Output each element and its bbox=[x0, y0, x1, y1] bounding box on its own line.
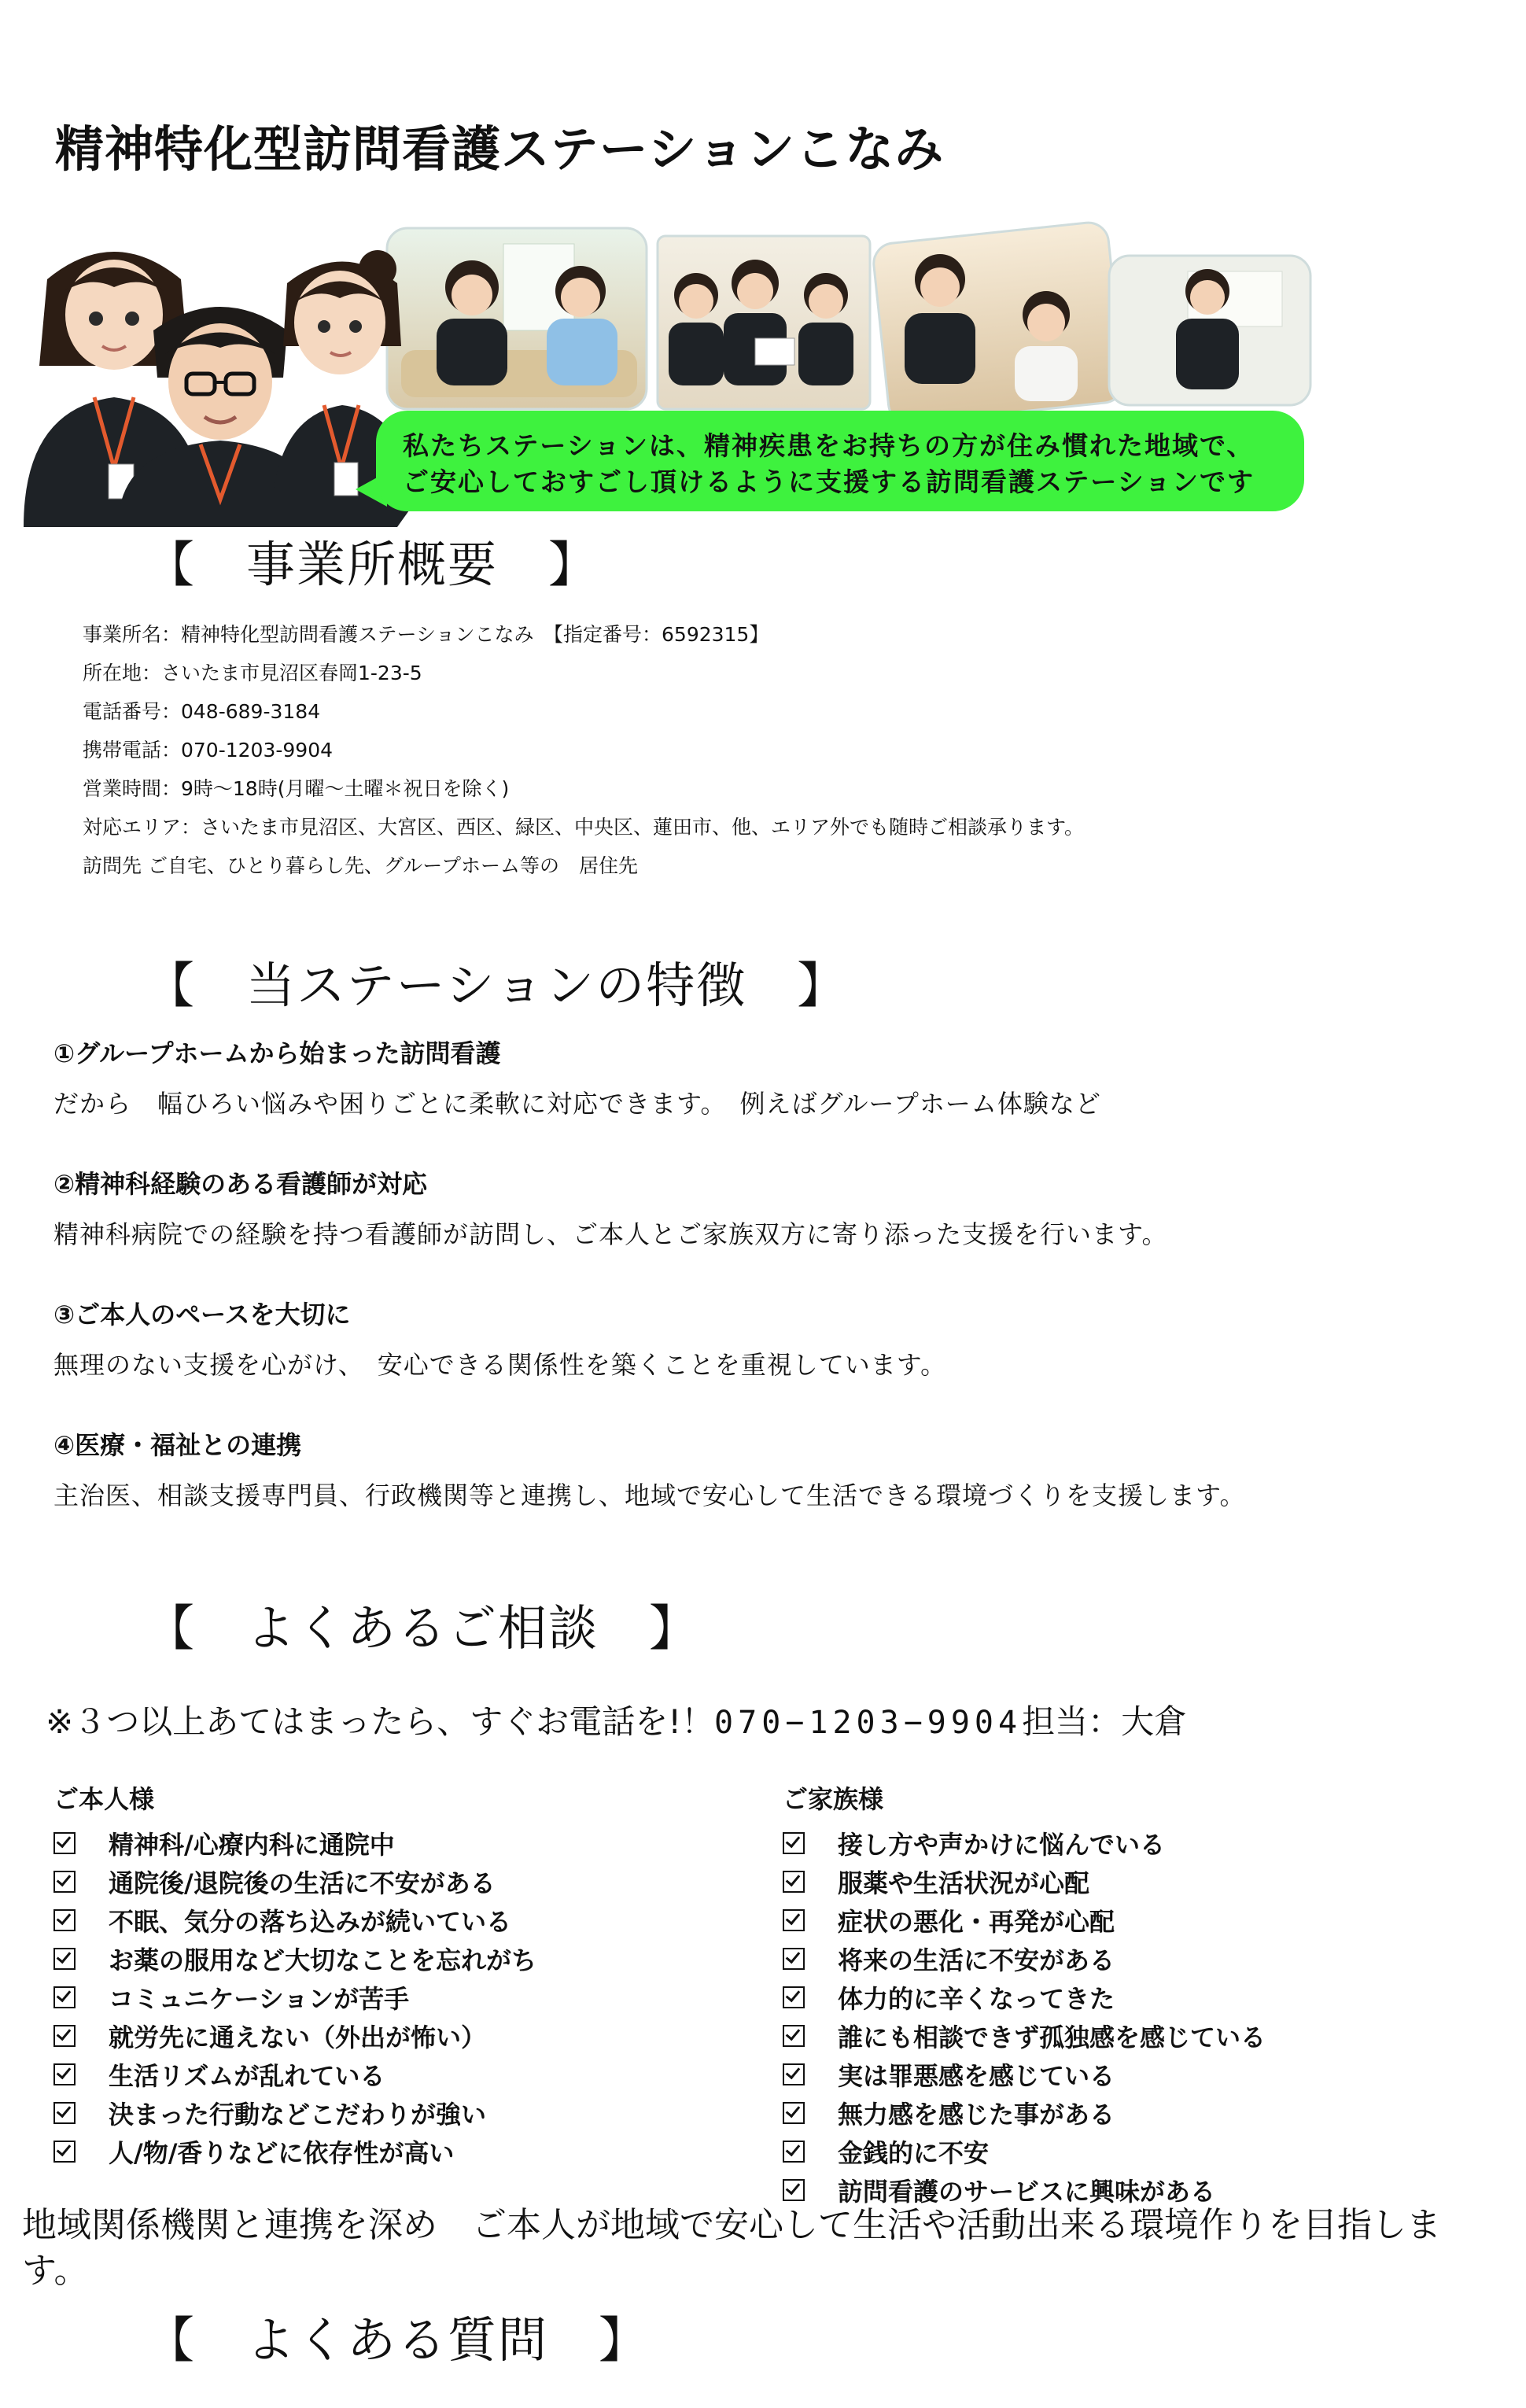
checkbox-icon bbox=[783, 2025, 805, 2047]
checkbox-icon bbox=[783, 1986, 805, 2008]
page-title: 精神特化型訪問看護ステーションこなみ bbox=[55, 120, 945, 178]
checklist-heading: ご家族様 bbox=[783, 1784, 884, 1814]
checkbox-icon bbox=[783, 1948, 805, 1970]
list-item: 不眠、気分の落ち込みが続いている bbox=[53, 1901, 536, 1939]
speech-bubble bbox=[376, 411, 1304, 511]
bubble-line-1: 私たちステーションは、精神疾患をお持ちの方が住み慣れた地域で、 bbox=[403, 430, 1255, 461]
notice-text: ※３つ以上あてはまったら、すぐお電話を!！ bbox=[46, 1702, 715, 1741]
checkbox-icon bbox=[783, 1871, 805, 1893]
checkbox-icon bbox=[53, 1832, 76, 1854]
bubble-line-2: ご安心しておすごし頂けるように支援する訪問看護ステーションです bbox=[403, 466, 1255, 497]
list-item: コミュニケーションが苦手 bbox=[53, 1978, 536, 2016]
feature-body: 無理のない支援を心がけ、 安心できる関係性を築くことを重視しています。 bbox=[53, 1350, 947, 1380]
feature-heading: ③ご本人のペースを大切に bbox=[53, 1300, 351, 1329]
checkbox-icon bbox=[783, 2063, 805, 2085]
list-item: 訪問看護のサービスに興味がある bbox=[783, 2170, 1266, 2209]
closing-statement: 地域関係機関と連携を深め ご本人が地域で安心して生活や活動出来る環境作りを目指します。 bbox=[22, 2205, 1441, 2291]
checkbox-icon bbox=[783, 2141, 805, 2163]
checkbox-icon bbox=[783, 2179, 805, 2201]
overview-visit-places: 訪問先 ご自宅、ひとり暮らし先、グループホーム等の 居住先 bbox=[83, 854, 638, 877]
feature-item bbox=[53, 1164, 1167, 1251]
list-item: 生活リズムが乱れている bbox=[53, 2055, 536, 2093]
checkbox-icon bbox=[53, 1948, 76, 1970]
checkbox-icon bbox=[53, 1986, 76, 2008]
feature-body: だから 幅ひろい悩みや困りごとに柔軟に対応できます。 例えばグループホーム体験など bbox=[53, 1089, 1101, 1119]
checkbox-icon bbox=[783, 1909, 805, 1931]
list-item: 決まった行動などこだわりが強い bbox=[53, 2093, 536, 2132]
feature-item bbox=[53, 1034, 1101, 1120]
overview-hours: 営業時間：9時～18時(月曜～土曜＊祝日を除く) bbox=[83, 777, 510, 800]
section-heading-features: 【 当ステーションの特徴 】 bbox=[146, 957, 848, 1014]
overview-mobile: 携帯電話：070-1203-9904 bbox=[83, 739, 334, 761]
call-notice bbox=[46, 1696, 1187, 1743]
checkbox-icon bbox=[53, 2102, 76, 2124]
checkbox-icon bbox=[783, 2102, 805, 2124]
checkbox-icon bbox=[783, 1832, 805, 1854]
list-item: 金銭的に不安 bbox=[783, 2132, 1266, 2170]
section-heading-faq: 【 よくある質問 】 bbox=[146, 2311, 650, 2369]
feature-body: 精神科病院での経験を持つ看護師が訪問し、ご本人とご家族双方に寄り添った支援を行います。 bbox=[53, 1219, 1168, 1249]
checkbox-icon bbox=[53, 2025, 76, 2047]
list-item: 症状の悪化・再発が心配 bbox=[783, 1901, 1266, 1939]
list-item: 体力的に辛くなってきた bbox=[783, 1978, 1266, 2016]
list-item: お薬の服用など大切なことを忘れがち bbox=[53, 1939, 536, 1978]
feature-heading: ①グループホームから始まった訪問看護 bbox=[53, 1038, 501, 1068]
checkbox-icon bbox=[53, 2141, 76, 2163]
list-item: 無力感を感じた事がある bbox=[783, 2093, 1266, 2132]
checklist-self bbox=[53, 1779, 536, 2170]
list-item: 就労先に通えない（外出が怖い） bbox=[53, 2016, 536, 2055]
feature-heading: ②精神科経験のある看護師が対応 bbox=[53, 1169, 428, 1199]
checkbox-icon bbox=[53, 2063, 76, 2085]
notice-contact: 担当：大倉 bbox=[1022, 1702, 1188, 1741]
list-item: 服薬や生活状況が心配 bbox=[783, 1862, 1266, 1901]
notice-phone[interactable]: 070−1203−9904 bbox=[714, 1705, 1023, 1741]
list-item: 精神科/心療内科に通院中 bbox=[53, 1824, 536, 1862]
checklist-heading: ご本人様 bbox=[53, 1784, 155, 1814]
feature-body: 主治医、相談支援専門員、行政機関等と連携し、地域で安心して生活できる環境づくりを支援します。 bbox=[53, 1481, 1246, 1510]
checkbox-icon bbox=[53, 1909, 76, 1931]
overview-area: 対応エリア：さいたま市見沼区、大宮区、西区、緑区、中央区、蓮田市、他、エリア外でも随時ご相談承ります。 bbox=[83, 816, 1085, 839]
list-item: 将来の生活に不安がある bbox=[783, 1939, 1266, 1978]
overview-phone: 電話番号：048-689-3184 bbox=[83, 700, 321, 723]
checkbox-icon bbox=[53, 1871, 76, 1893]
list-item: 通院後/退院後の生活に不安がある bbox=[53, 1862, 536, 1901]
feature-item bbox=[53, 1295, 946, 1381]
list-item: 人/物/香りなどに依存性が高い bbox=[53, 2132, 536, 2170]
feature-item bbox=[53, 1425, 1245, 1512]
overview-office-name: 事業所名：精神特化型訪問看護ステーションこなみ 【指定番号：6592315】 bbox=[83, 623, 769, 646]
overview-address: 所在地：さいたま市見沼区春岡1-23-5 bbox=[83, 662, 422, 684]
feature-heading: ④医療・福祉との連携 bbox=[53, 1430, 302, 1460]
section-heading-consult: 【 よくあるご相談 】 bbox=[146, 1599, 700, 1657]
section-heading-overview: 【 事業所概要 】 bbox=[146, 536, 599, 593]
list-item: 接し方や声かけに悩んでいる bbox=[783, 1824, 1266, 1862]
checklist-family bbox=[783, 1779, 1266, 2209]
list-item: 誰にも相談できず孤独感を感じている bbox=[783, 2016, 1266, 2055]
list-item: 実は罪悪感を感じている bbox=[783, 2055, 1266, 2093]
overview-list bbox=[83, 615, 1084, 885]
